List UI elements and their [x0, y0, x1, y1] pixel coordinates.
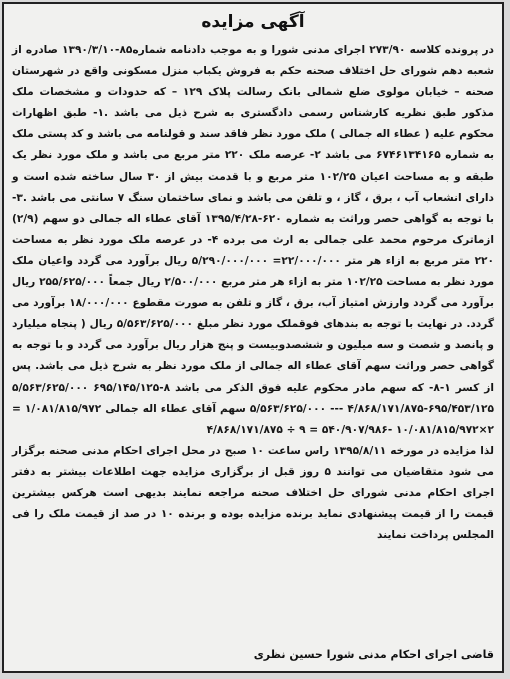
notice-paragraph-auction-date: لذا مزایده در مورخه ۱۳۹۵/۸/۱۱ راس ساعت ۱۰ صبح در محل اجرای احکام مدنی صحنه برگزار می شود متقاضیان می توانند ۵ روز قبل از برگزاری مزایده جهت اطلاعات بیشتر به دفتر اجرای احکام مدنی شورای حل اختلاف صحنه مراجعه نمایند بدیهی است هرکس بیشترین قیمت را از قیمت پیشنهادی نماید برنده مزایده بوده و برنده ۱۰ در صد از قیمت ملک را فی المجلس پرداخت نمایند: [12, 444, 495, 542]
notice-frame: [2, 2, 504, 673]
notice-body: [12, 40, 494, 546]
notice-paragraph-main: در پرونده کلاسه ۲۷۳/۹۰ اجرای مدنی شورا و به موجب دادنامه شماره۸۵-۱۳۹۰/۳/۱۰ صادره از شعبه دهم شورای حل اختلاف صحنه حکم به فروش یکباب منزل مسکونی واقع در شهرستان صحنه – خیابان مولوی ضلع شمالی بانک رسالت پلاک ۱۲۹ – که حدودات و مشخصات ملک مذکور طبق نظریه کارشناس رسمی دادگستری به شرح ذیل می باشد .۱- طبق اظهارات محکوم علیه ( عطاء اله جمالی ) ملک مورد نظر فاقد سند و قولنامه می باشد و کد پستی ملک به شماره ۶۷۴۶۱۳۴۱۶۵ می باشد ۲- عرصه ملک ۲۲۰ متر مربع می باشد و ملک مورد نظر یک طبقه و به مساحت اعیان ۱۰۲/۲۵ متر مربع و با قدمت بیش از ۳۰ سال ساخته شده است و دارای انشعاب آب ، برق ، گاز ، و تلفن می باشد و نمای ساختمان سنگ ۷ سانتی می باشد .۳- با توجه به گواهی حصر وراثت به شماره ۶۲۰-۱۳۹۵/۴/۲۸ آقای عطاء اله جمالی دو سهم (۲/۹) ازماترک مرحوم محمد علی جمالی به ارث می برده ۴- در عرصه ملک مورد نظر به مساحت ۲۲۰ متر مربع به ازاء هر متر ۲۲/۰۰۰/۰۰۰= ۵/۲۹۰/۰۰۰/۰۰۰ ریال برآورد می گردد واعیان ملک مورد نظر به مساحت ۱۰۲/۲۵ متر به ازاء هر متر مربع ۲/۵۰۰/۰۰۰ ریال جمعاً ۲۵۵/۶۲۵/۰۰۰ ریال برآورد می گردد وارزش امتیاز آب، برق ، گاز و تلفن به صورت مقطوع ۱۸/۰۰۰/۰۰۰ برآورد می گردد. در نهایت با توجه به بندهای فوقملک مورد نظر مبلغ ۵/۵۶۳/۶۲۵/۰۰۰ ریال ( پنجاه میلیارد و پانصد و شصت و سه میلیون و ششصدوبیست و پنج هزار ریال برآورد می گردد و با توجه به گواهی حصر وراثت سهم آقای عطاء اله جمالی از ملک مورد نظر به شرح ذیل می باشد. پس از کسر ۱-۸- که سهم مادر محکوم علیه فوق الذکر می باشد ۸-۶۹۵/۱۴۵/۱۲۵ ۵/۵۶۳/۶۲۵/۰۰۰ ۶۹۵/۴۵۳/۱۲۵-۴/۸۶۸/۱۷۱/۸۷۵ --- ۵/۵۶۳/۶۲۵/۰۰۰ سهم آقای عطاء اله جمالی ۱/۰۸۱/۸۱۵/۹۷۲ = ۲×۱۰/۰۸۱/۸۱۵/۹۷۲ -۵۴۰/۹۰۷/۹۸۶ = ۹ ÷ ۴/۸۶۸/۱۷۱/۸۷۵: [12, 44, 495, 436]
notice-signature: قاضی اجرای احکام مدنی شورا حسین نظری: [253, 648, 494, 661]
notice-title: آگهی مزایده: [201, 12, 305, 32]
